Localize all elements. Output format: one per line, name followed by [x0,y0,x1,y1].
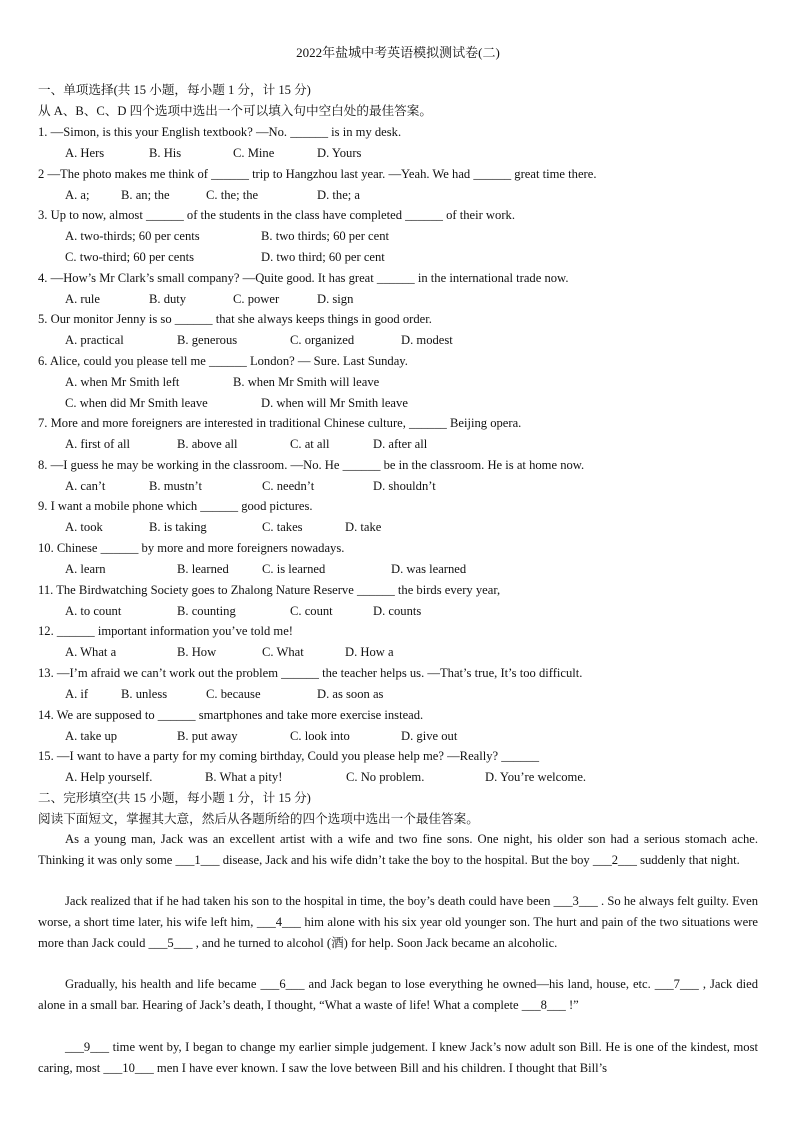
option-a: A. a; [65,188,90,202]
option-a: A. rule [65,292,100,306]
question-12-stem: 12. ______ important information you’ve told me! [38,624,293,638]
question-3-stem: 3. Up to now, almost ______ of the students in the class have completed ______ of their work. [38,208,515,222]
option-c: C. is learned [262,562,326,576]
option-d: D. the; a [317,188,361,202]
section1-heading: 一、单项选择(共 15 小题，每小题 1 分，计 15 分) [38,83,311,97]
option-d: D. modest [401,333,453,347]
question-5-stem: 5. Our monitor Jenny is so ______ that she always keeps things in good order. [38,312,432,326]
question-9-options [65,518,381,536]
question-13-options [65,685,383,703]
option-d: D. How a [345,645,394,659]
option-c: C. power [233,292,280,306]
option-b: B. above all [177,437,238,451]
option-a: A. can’t [65,479,106,493]
question-3-options-row1 [65,227,389,245]
option-c: C. the; the [206,188,259,202]
option-d: D. counts [373,604,422,618]
section2-heading: 二、完形填空(共 15 小题，每小题 1 分，计 15 分) [38,791,311,805]
question-1-stem: 1. —Simon, is this your English textbook? —No. ______ is in my desk. [38,125,402,139]
option-c: C. look into [290,729,350,743]
question-2-stem: 2 —The photo makes me think of ______ trip to Hangzhou last year. —Yeah. We had ______ great time there. [38,167,597,181]
option-b: B. learned [177,562,229,576]
option-a: A. two-thirds; 60 per cents [65,229,200,243]
option-d: D. shouldn’t [373,479,436,493]
page-title: 2022年盐城中考英语模拟测试卷(二) [296,45,500,60]
question-8-options [65,477,436,495]
option-a: A. to count [65,604,122,618]
question-15-stem: 15. —I want to have a party for my coming birthday, Could you please help me? —Really? ______ [38,749,540,763]
question-9-stem: 9. I want a mobile phone which ______ good pictures. [38,499,313,513]
question-13-stem: 13. —I’m afraid we can’t work out the problem ______ the teacher helps us. —That’s true, It’s too difficult. [38,666,583,680]
option-c: C. count [290,604,333,618]
option-b: B. unless [121,687,168,701]
option-b: B. His [149,146,182,160]
option-a: A. if [65,687,89,701]
passage-paragraph-2: Jack realized that if he had taken his son to the hospital in time, the boy’s death could have been ___3___ . So he always felt guilty. Even worse, a short time later, his wife left him, ___4___ him alone with his six year old younger son. The hurt and pain of the two situations were more than Jack could ___5___ , and he turned to alcohol (酒) for help. Soon Jack became an alcoholic. [38,894,758,950]
question-4-stem: 4. —How’s Mr Clark’s small company? —Quite good. It has great ______ in the international trade now. [38,271,569,285]
question-14-options [65,727,457,745]
question-11-options [65,602,421,620]
question-6-stem: 6. Alice, could you please tell me ______ London? — Sure. Last Sunday. [38,354,408,368]
question-10-stem: 10. Chinese ______ by more and more foreigners nowadays. [38,541,345,555]
option-a: A. Hers [65,146,105,160]
option-b: B. an; the [121,188,170,202]
question-3-options-row2 [65,248,385,266]
question-10-options [65,560,466,578]
passage-paragraph-4: ___9___ time went by, I began to change my earlier simple judgement. I knew Jack’s now adult son Bill. He is one of the kindest, most caring, most ___10___ men I have ever known. I saw the love between Bill and his children. I thought that Bill’s [38,1040,758,1075]
question-14-stem: 14. We are supposed to ______ smartphones and take more exercise instead. [38,708,424,722]
option-b: B. mustn’t [149,479,202,493]
option-b: B. duty [149,292,187,306]
option-c: C. when did Mr Smith leave [65,396,208,410]
option-a: A. take up [65,729,118,743]
option-d: D. take [345,520,382,534]
question-15-options [65,768,586,786]
option-d: D. was learned [391,562,467,576]
option-c: C. Mine [233,146,275,160]
option-b: B. What a pity! [205,770,283,784]
question-4-options [65,290,353,308]
option-a: A. took [65,520,103,534]
question-6-options-row1 [65,373,379,391]
option-d: D. after all [373,437,428,451]
question-7-options [65,435,427,453]
option-d: D. give out [401,729,458,743]
option-d: D. Yours [317,146,362,160]
option-d: D. as soon as [317,687,384,701]
option-b: B. is taking [149,520,207,534]
option-a: A. practical [65,333,124,347]
option-c: C. takes [262,520,303,534]
option-c: C. needn’t [262,479,315,493]
question-2-options [65,186,360,204]
question-6-options-row2 [65,394,408,412]
option-d: D. when will Mr Smith leave [261,396,408,410]
option-d: D. two third; 60 per cent [261,250,385,264]
question-11-stem: 11. The Birdwatching Society goes to Zhalong Nature Reserve ______ the birds every year, [38,583,501,597]
question-5-options [65,331,453,349]
option-a: A. when Mr Smith left [65,375,180,389]
option-c: C. because [206,687,261,701]
option-d: D. You’re welcome. [485,770,587,784]
option-b: B. How [177,645,217,659]
option-c: C. organized [290,333,355,347]
section1-instruction: 从 A、B、C、D 四个选项中选出一个可以填入句中空白处的最佳答案。 [38,104,432,118]
option-a: A. first of all [65,437,131,451]
option-c: C. at all [290,437,330,451]
question-8-stem: 8. —I guess he may be working in the classroom. —No. He ______ be in the classroom. He is at home now. [38,458,585,472]
option-a: A. learn [65,562,106,576]
option-b: B. counting [177,604,236,618]
option-b: B. generous [177,333,238,347]
passage-paragraph-3: Gradually, his health and life became ___6___ and Jack began to lose everything he owned—his land, house, etc. ___7___ , Jack died alone in a small bar. Hearing of Jack’s death, I thought, “What a waste of life! What a complete ___8___ !” [38,977,758,1012]
option-b: B. when Mr Smith will leave [233,375,380,389]
option-a: A. Help yourself. [65,770,153,784]
passage-paragraph-1: As a young man, Jack was an excellent artist with a wife and two fine sons. One night, his older son had a serious stomach ache. Thinking it was only some ___1___ disease, Jack and his wife didn’t take the boy to the hospital. But the boy ___2___ suddenly that night. [38,832,758,867]
question-7-stem: 7. More and more foreigners are interested in traditional Chinese culture, ______ Beijing opera. [38,416,522,430]
option-c: C. two-third; 60 per cents [65,250,195,264]
option-c: C. No problem. [346,770,425,784]
option-a: A. What a [65,645,117,659]
option-c: C. What [262,645,304,659]
option-d: D. sign [317,292,354,306]
question-12-options [65,643,394,661]
question-1-options [65,144,361,162]
option-b: B. put away [177,729,238,743]
option-b: B. two thirds; 60 per cent [261,229,390,243]
section2-instruction: 阅读下面短文，掌握其大意，然后从各题所给的四个选项中选出一个最佳答案。 [38,812,479,826]
